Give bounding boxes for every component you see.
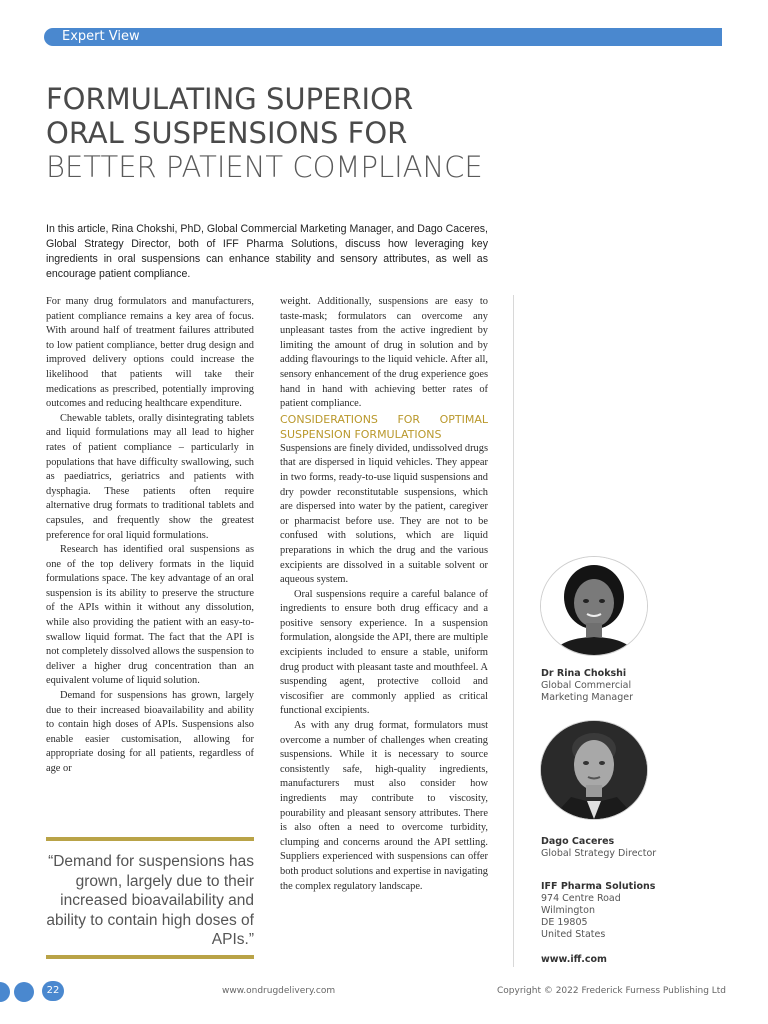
title-line-3: BETTER PATIENT COMPLIANCE (46, 150, 483, 184)
address-line: Wilmington (541, 905, 595, 916)
article-title (46, 82, 606, 184)
footer-dot (14, 982, 34, 1002)
body-column-2 (280, 295, 488, 894)
page-number: 22 (42, 981, 64, 1001)
footer-copyright: Copyright © 2022 Frederick Furness Publishing Ltd (497, 986, 727, 996)
section-banner (44, 28, 722, 46)
title-line-1: FORMULATING SUPERIOR (46, 82, 414, 116)
author2-name: Dago Caceres (541, 836, 615, 847)
paragraph: Chewable tablets, orally disintegrating tablets and liquid formulations may all lead to higher rates of patient compliance – particularly in populations that have difficulty swallowing, such as paediatrics, geriatrics and patients with dysphagia. These patients often require alternative drug formats to traditional tablets and capsules, and frequently show the greatest preference for oral liquid formulations. (46, 412, 254, 541)
paragraph: Research has identified oral suspensions as one of the top delivery formats in the liquid formulations space. The key advantage of an oral suspension is its ability to preserve the structure of the APIs within it without any dissolution, while also providing the patient with an easy-to-swallow liquid format. The fact that the API is not completely dissolved allows the suspension to deliver a higher drug concentration than an equivalent volume of liquid solution. (46, 544, 254, 687)
address-line: DE 19805 (541, 917, 588, 928)
section-subheading: CONSIDERATIONS FOR OPTIMAL SUSPENSION FORMULATIONS (280, 412, 488, 441)
body-column-1 (46, 295, 254, 777)
author-photo-dago-caceres (540, 720, 648, 820)
footer-dot (0, 982, 10, 1002)
pull-quote-rule-bottom (46, 955, 254, 959)
paragraph: Demand for suspensions has grown, largely due to their increased bioavailability and ability to contain high doses of APIs. Suspensions also enable easier customisation, allowing for appropriate dosing for all patients, regardless of age or (46, 690, 254, 774)
author2-block (541, 836, 656, 860)
paragraph: Oral suspensions require a careful balance of ingredients to ensure both drug efficacy and a positive sensory experience. In a suspension formulation, alongside the API, there are multiple excipients included to ensure a stable, uniform drug product with pleasant taste and mouthfeel. A suspending agent, protective colloid and viscosifier are commonly applied as critical functional excipients. (280, 588, 488, 717)
company-website-block (541, 954, 607, 966)
paragraph: For many drug formulators and manufacturers, patient compliance remains a key area of focus. With around half of treatment failures attributed to low patient compliance, better drug design and improved delivery options could increase the likelihood that patients will take their medications as prescribed, potentially improving outcomes and reducing healthcare expenditure. (46, 296, 254, 410)
paragraph: Suspensions are finely divided, undissolved drugs that are dispersed in liquid vehicles. They appear in two forms, ready-to-use liquid suspensions and dry powder reconstitutable suspensions, which are dispersed into water by the patient, caregiver or pharmacist before use. They are not to be confused with solutions, which are liquid preparations in which the drug and the various excipients are dissolved in a suitable solvent or aqueous system. (280, 442, 488, 586)
author1-block (541, 668, 633, 704)
company-name: IFF Pharma Solutions (541, 881, 656, 892)
company-website[interactable]: www.iff.com (541, 954, 607, 965)
address-line: United States (541, 929, 606, 940)
column-divider (513, 295, 514, 967)
pull-quote: “Demand for suspensions has grown, largely due to their increased bioavailability and ability to contain high doses of APIs.” (46, 853, 254, 948)
author1-name: Dr Rina Chokshi (541, 668, 627, 679)
paragraph: weight. Additionally, suspensions are easy to taste-mask; formulators can overcome any unpleasant tastes from the active ingredient by limiting the amount of drug in solution and by adding flavourings to the liquid vehicle. After all, sensory enhancement of the drug experience goes hand in hand with achieving better rates of patient compliance. (280, 296, 488, 410)
article-intro: In this article, Rina Chokshi, PhD, Global Commercial Marketing Manager, and Dago Caceres, Global Strategy Director, both of IFF Pharma Solutions, discuss how leveraging key ingredients in oral suspensions can enhance stability and sensory attributes, as well as encourage patient compliance. (46, 223, 488, 280)
title-line-2: ORAL SUSPENSIONS FOR (46, 116, 408, 150)
footer-site[interactable]: www.ondrugdelivery.com (222, 986, 336, 996)
author2-title: Global Strategy Director (541, 848, 657, 859)
author1-title-line2: Marketing Manager (541, 692, 634, 703)
company-address (541, 881, 655, 941)
author1-title-line1: Global Commercial (541, 680, 632, 691)
author-photo-rina-chokshi (540, 556, 648, 656)
pull-quote-rule-top (46, 837, 254, 841)
address-line: 974 Centre Road (541, 893, 621, 904)
paragraph: As with any drug format, formulators must overcome a number of challenges when creating suspensions. While it is necessary to source consistently safe, high-quality ingredients, manufacturers must also consider how ingredients may contribute to viscosity, pourability and pleasant sensory attributes. There is also often a need to overcome turbidity, clumping and concerns around the API settling. Suppliers experienced with suspensions can offer both product solutions and expertise in navigating the complex regulatory landscape. (280, 720, 488, 892)
section-label: Expert View (62, 29, 140, 44)
